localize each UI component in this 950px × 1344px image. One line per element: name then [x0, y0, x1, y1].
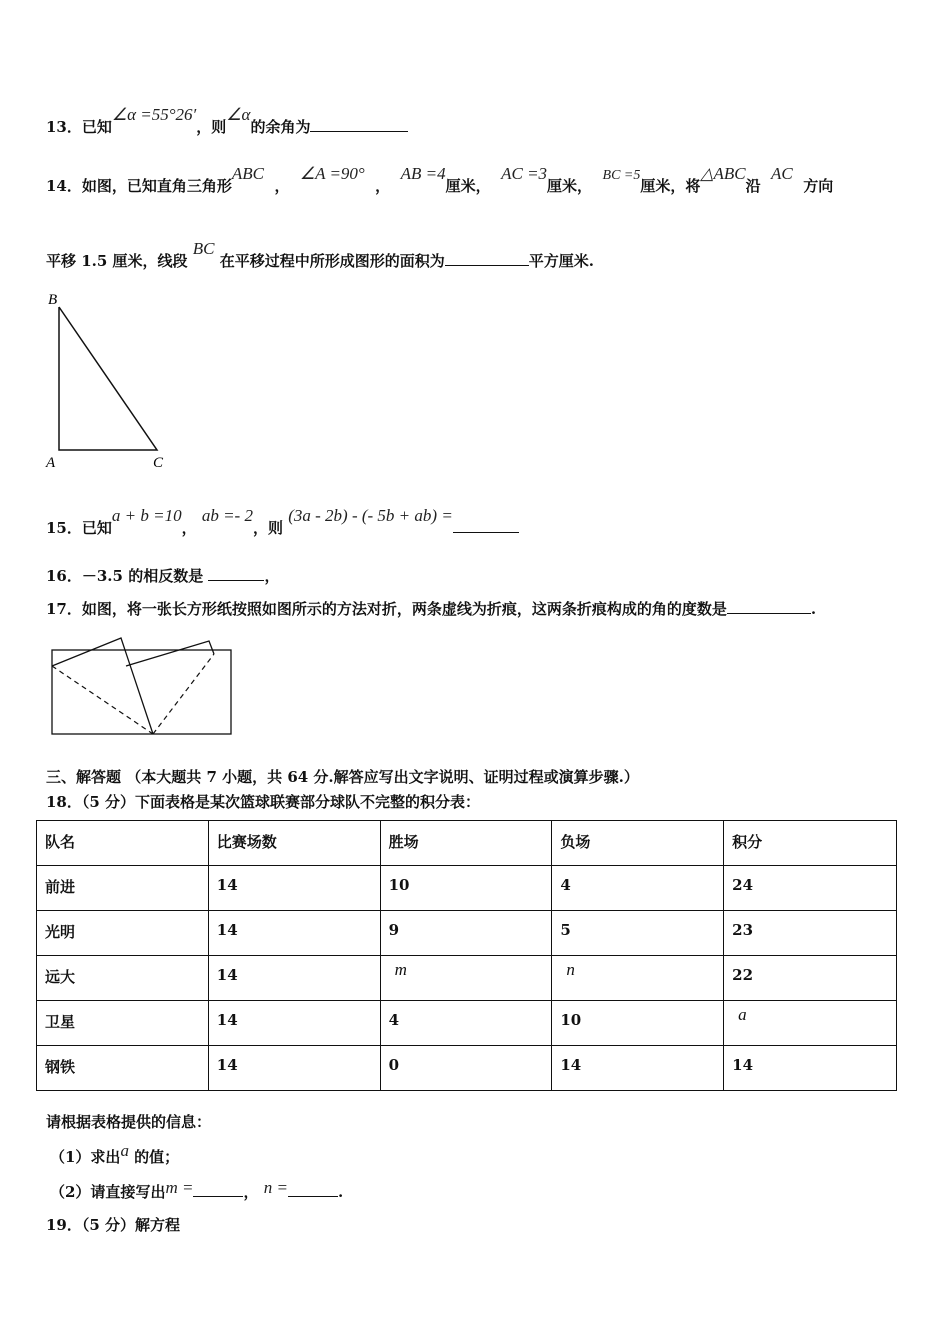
- vertex-label-a: A: [46, 455, 56, 471]
- answer-blank: [445, 251, 529, 266]
- question-15: 15．已知a + b =10， ab =- 2，则 (3a - 2b) - (- 5b + ab) =: [46, 517, 519, 538]
- question-14: 14．如图，已知直角三角形ABC ， ∠A =90° ， AB =4厘米， AC =3厘米， BC =5厘米，将△ABC沿 AC 方向: [46, 164, 834, 195]
- fold-left: [52, 638, 153, 734]
- vertex-label-c: C: [153, 455, 164, 471]
- question-13: 13．已知∠α =55°26′，则∠α的余角为: [46, 116, 408, 137]
- question-16: 16．－3.5 的相反数是 ，: [46, 567, 280, 585]
- paper-rectangle: [52, 650, 231, 734]
- table-row: 光明 14 9 5 23: [37, 911, 897, 956]
- q18-info: 请根据表格提供的信息：: [46, 1113, 212, 1131]
- table-row: 钢铁 14 0 14 14: [37, 1046, 897, 1091]
- answer-blank: [727, 599, 811, 614]
- vertex-label-b: B: [48, 292, 58, 308]
- table-row: 远大 14 m n 22: [37, 956, 897, 1001]
- answer-blank: [208, 566, 264, 581]
- triangle-abc: [59, 307, 157, 450]
- angle-alpha-expr: ∠α =55°26′: [111, 105, 197, 124]
- section-3-heading: 三、解答题 （本大题共 7 小题，共 64 分.解答应写出文字说明、证明过程或演算步骤.）: [46, 768, 639, 786]
- q18-sub2: （2）请直接写出m = ， n = .: [50, 1178, 344, 1201]
- answer-blank: [453, 518, 519, 533]
- score-table: [36, 820, 897, 1091]
- question-17: 17．如图，将一张长方形纸按照如图所示的方法对折，两条虚线为折痕，这两条折痕构成的角的度数是 .: [46, 600, 817, 618]
- angle-alpha: ∠α: [226, 105, 251, 124]
- answer-blank-m: [193, 1182, 243, 1197]
- question-14-line2: 平移 1.5 厘米，线段 BC 在平移过程中所形成图形的面积为 平方厘米.: [46, 239, 594, 270]
- crease-left: [52, 666, 153, 734]
- folded-paper-figure: [46, 632, 236, 742]
- table-header-row: 队名 比赛场数 胜场 负场 积分: [37, 821, 897, 866]
- table-row: 卫星 14 4 10 a: [37, 1001, 897, 1046]
- question-19: 19．（5 分）解方程: [46, 1216, 181, 1234]
- fold-right: [126, 641, 214, 666]
- answer-blank-n: [288, 1182, 338, 1197]
- q18-sub1: （1）求出a 的值；: [50, 1141, 180, 1166]
- question-18-title: 18．（5 分）下面表格是某次篮球联赛部分球队不完整的积分表：: [46, 793, 481, 811]
- crease-right: [153, 654, 214, 734]
- answer-blank: [310, 117, 408, 132]
- triangle-figure: [40, 285, 180, 475]
- table-row: 前进 14 10 4 24: [37, 866, 897, 911]
